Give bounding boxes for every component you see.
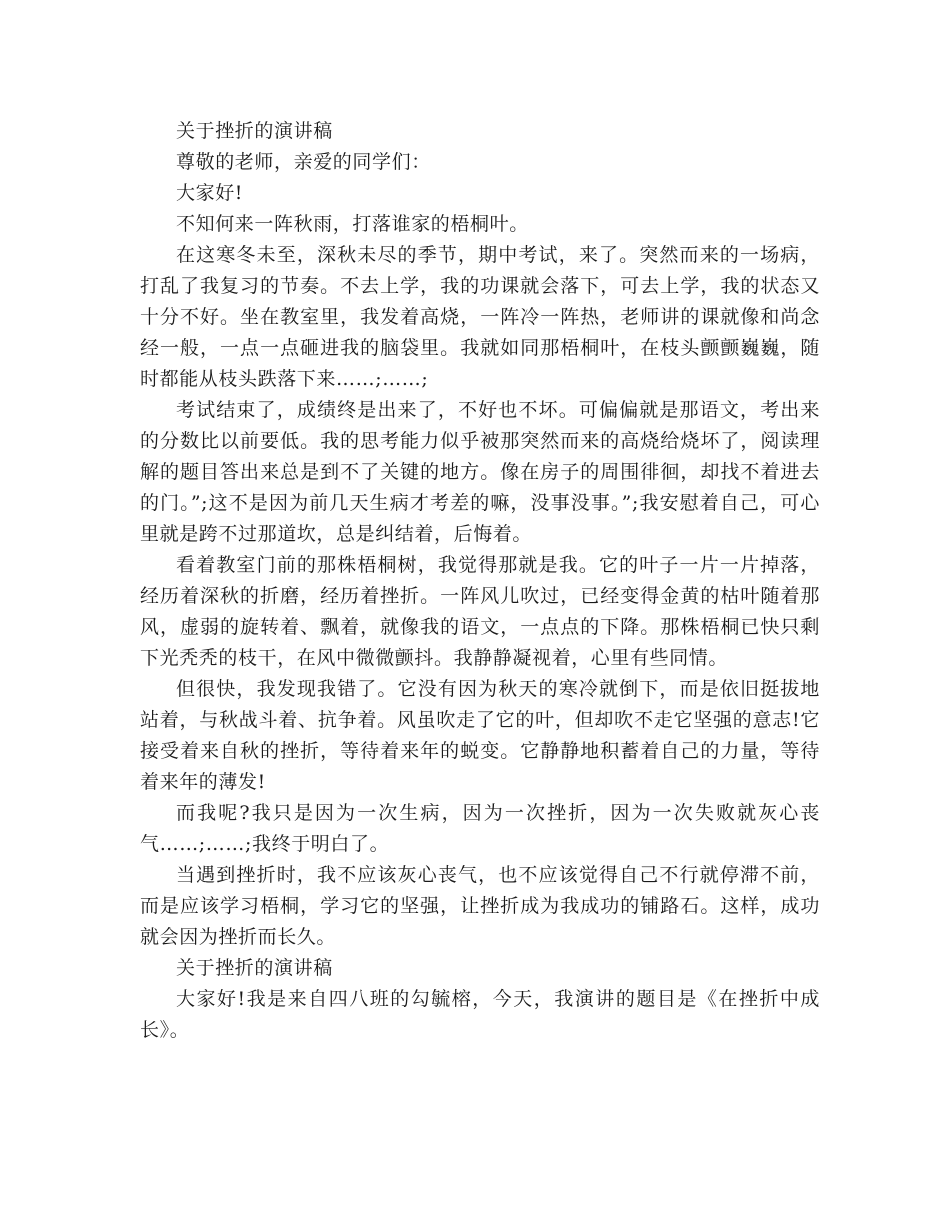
paragraph-title: 关于挫折的演讲稿 [176,957,333,979]
paragraph: 但很快，我发现我错了。它没有因为秋天的寒冷就倒下，而是依旧挺拔地站着，与秋战斗着、抗争着。风虽吹走了它的叶，但却吹不走它坚强的意志!它接受着来自秋的挫折，等待着来年的蜕变。它静静地积蓄着自己的力量，等待着来年的薄发! [140,678,820,793]
paragraph-greeting: 大家好! [176,182,244,204]
paragraph: 考试结束了，成绩终是出来了，不好也不坏。可偏偏就是那语文，考出来的分数比以前要低。我的思考能力似乎被那突然而来的高烧给烧坏了，阅读理解的题目答出来总是到不了关键的地方。像在房子的周围徘徊，却找不着进去的门。”;这不是因为前几天生病才考差的嘛，没事没事。”;我安慰着自己，可心里就是跨不过那道坎，总是纠结着，后悔着。 [140,399,820,545]
paragraph: 不知何来一阵秋雨，打落谁家的梧桐叶。 [176,213,529,235]
paragraph: 在这寒冬未至，深秋未尽的季节，期中考试，来了。突然而来的一场病，打乱了我复习的节奏。不去上学，我的功课就会落下，可去上学，我的状态又十分不好。坐在教室里，我发着高烧，一阵冷一阵热，老师讲的课就像和尚念经一般，一点一点砸进我的脑袋里。我就如同那梧桐叶，在枝头颤颤巍巍，随时都能从枝头跌落下来……;……; [140,244,820,390]
paragraph: 大家好!我是来自四八班的勾毓榕，今天，我演讲的题目是《在挫折中成长》。 [140,988,820,1041]
paragraph: 而我呢?我只是因为一次生病，因为一次挫折，因为一次失败就灰心丧气……;……;我终于明白了。 [140,802,820,855]
paragraph: 当遇到挫折时，我不应该灰心丧气，也不应该觉得自己不行就停滞不前，而是应该学习梧桐，学习它的坚强，让挫折成为我成功的铺路石。这样，成功就会因为挫折而长久。 [140,864,820,948]
document-body [140,116,820,1046]
paragraph-title: 关于挫折的演讲稿 [176,120,333,142]
paragraph: 看着教室门前的那株梧桐树，我觉得那就是我。它的叶子一片一片掉落，经历着深秋的折磨，经历着挫折。一阵风儿吹过，已经变得金黄的枯叶随着那风，虚弱的旋转着、飘着，就像我的语文，一点点的下降。那株梧桐已快只剩下光秃秃的枝干，在风中微微颤抖。我静静凝视着，心里有些同情。 [140,554,820,669]
paragraph-salutation: 尊敬的老师，亲爱的同学们： [176,151,431,173]
